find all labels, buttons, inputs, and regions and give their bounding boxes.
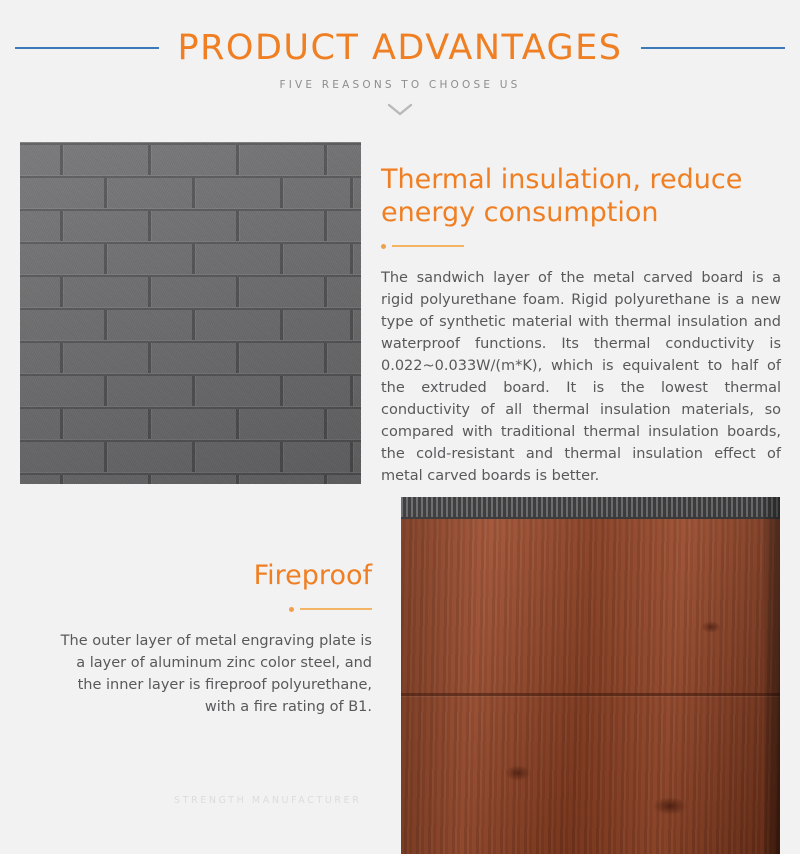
title-rule-right bbox=[641, 47, 785, 49]
image-shading bbox=[401, 497, 780, 854]
divider-dot bbox=[381, 244, 386, 249]
section-heading: Fireproof bbox=[253, 560, 372, 591]
divider-line bbox=[392, 245, 464, 247]
thermal-insulation-block bbox=[381, 164, 781, 487]
divider-line bbox=[300, 608, 372, 610]
divider-dot bbox=[289, 607, 294, 612]
section-body: The sandwich layer of the metal carved board is a rigid polyurethane foam. Rigid polyurethane is a new type of synthetic material with thermal insulation and waterproof functions. Its thermal conductivity is 0.022~0.033W/(m*K), which is equivalent to half of the extruded board. It is the lowest thermal conductivity of all thermal insulation materials, so compared with traditional thermal insulation boards, the cold-resistant and thermal insulation effect of metal carved boards is better. bbox=[381, 269, 781, 485]
chevron-down-icon bbox=[0, 103, 800, 117]
image-shading bbox=[20, 142, 361, 484]
section-divider bbox=[60, 607, 372, 612]
watermark-text: STRENGTH MANUFACTURER bbox=[174, 795, 362, 806]
thermal-insulation-image bbox=[20, 142, 361, 484]
title-rule-left bbox=[15, 47, 159, 49]
title-row bbox=[0, 28, 800, 68]
fireproof-image bbox=[401, 497, 780, 854]
section-heading: Thermal insulation, reduce energy consumption bbox=[381, 164, 743, 228]
page-title: PRODUCT ADVANTAGES bbox=[177, 28, 623, 68]
page-subtitle: FIVE REASONS TO CHOOSE US bbox=[279, 79, 521, 91]
section-body: The outer layer of metal engraving plate is a layer of aluminum zinc color steel, and the inner layer is fireproof polyurethane, with a fire rating of B1. bbox=[60, 632, 372, 716]
section-divider bbox=[381, 244, 781, 249]
page-header bbox=[0, 28, 800, 117]
fireproof-block bbox=[60, 560, 372, 718]
